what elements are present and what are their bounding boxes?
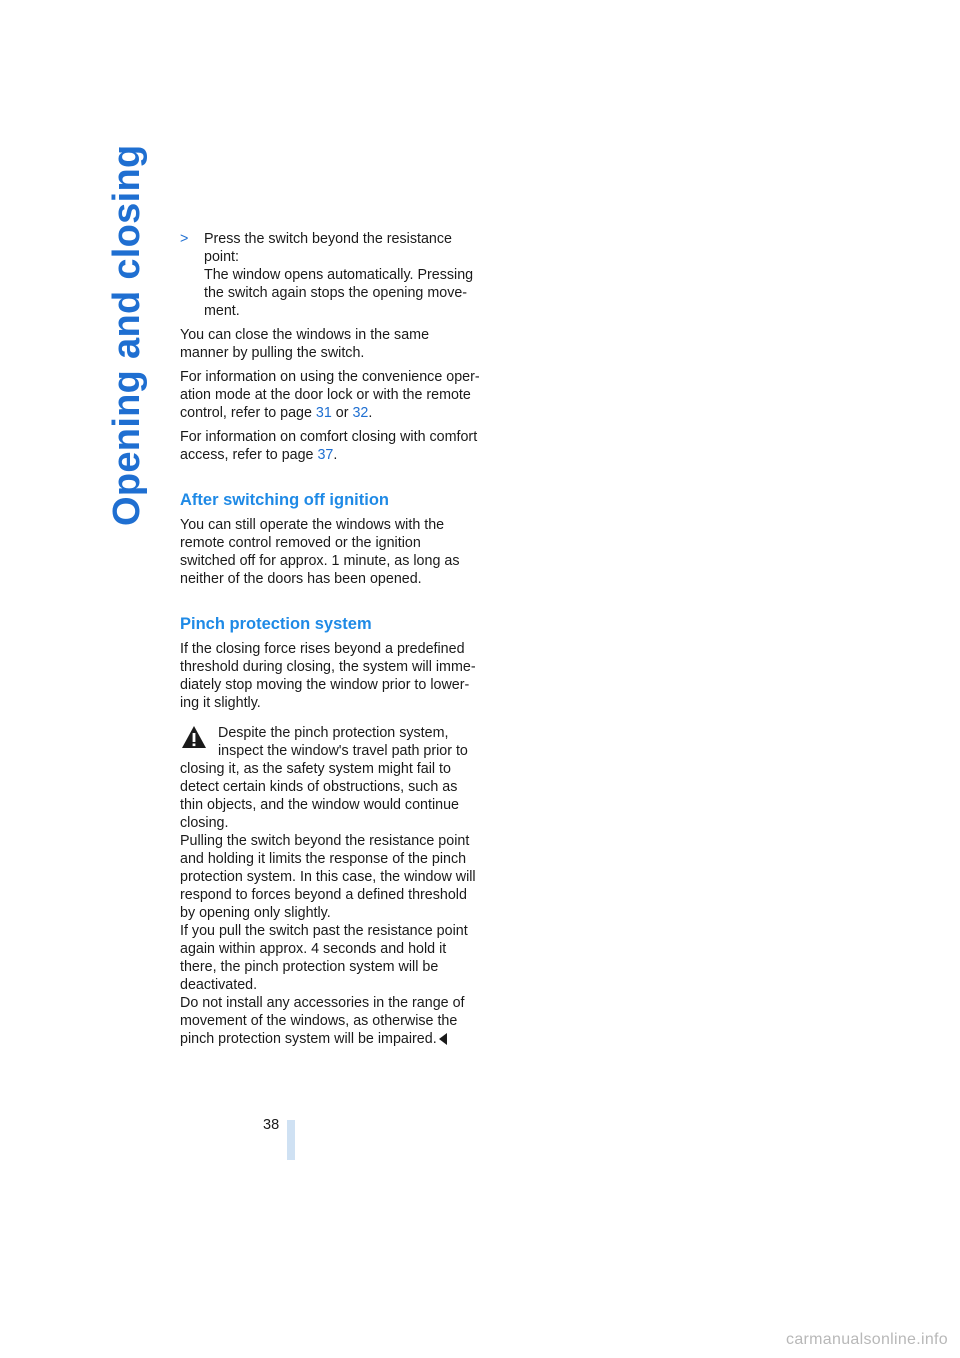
comfort-text: For information on comfort closing with comfort access, refer to page (180, 429, 478, 463)
warning-text-2: Pulling the switch beyond the resistance point and holding it limits the response of the pinch protection system. In this case, the window will respond to forces beyond a defined threshold by opening only slightly. (180, 833, 476, 921)
bullet-line: Press the switch beyond the resistance (204, 231, 452, 247)
bullet-marker: > (180, 231, 189, 247)
bullet-item (180, 230, 480, 320)
bullet-line: ment. (204, 303, 240, 319)
bullet-text (204, 230, 480, 320)
pinch-protection-heading: Pinch protection system (180, 615, 372, 633)
page-number-bar (287, 1120, 295, 1160)
close-windows-paragraph: You can close the windows in the same manner by pulling the switch. (180, 327, 430, 361)
bullet-line: point: (204, 249, 239, 265)
warning-text-4 (180, 994, 480, 1048)
convenience-end: . (368, 405, 373, 421)
bullet-line: The window opens automatically. Pressing (204, 267, 474, 283)
warning-triangle-icon (180, 724, 208, 750)
page-number: 38 (263, 1117, 280, 1133)
end-marker-icon (439, 1033, 447, 1045)
convenience-paragraph (180, 368, 480, 422)
bullet-line: the switch again stops the opening move- (204, 285, 468, 301)
page-link-31[interactable]: 31 (315, 405, 332, 421)
warning-block (180, 724, 480, 1048)
comfort-paragraph (180, 428, 480, 464)
page-link-37[interactable]: 37 (317, 447, 334, 463)
page-link-32[interactable]: 32 (352, 405, 369, 421)
watermark: carmanualsonline.info (786, 1331, 948, 1348)
section-title: Opening and closing (106, 144, 148, 526)
comfort-end: . (333, 447, 338, 463)
section-title-vertical (100, 144, 160, 530)
convenience-mid: or (331, 405, 353, 421)
page-content (180, 230, 480, 1048)
pinch-protection-text: If the closing force rises beyond a predefined threshold during closing, the system will imme-diately stop moving the window prior to lower-ing it slightly. (180, 641, 476, 711)
warning-text-1: Despite the pinch protection system, inspect the window's travel path prior to closing it, as the safety system might fail to detect certain kinds of obstructions, such as thin objects, and the window would continue closing. (180, 725, 468, 831)
warning-text-4-body: Do not install any accessories in the range of movement of the windows, as otherwise the pinch protection system will be impaired. (180, 995, 465, 1047)
warning-text-3: If you pull the switch past the resistance point again within approx. 4 seconds and hold it there, the pinch protection system will be deactivated. (180, 923, 468, 993)
after-ignition-heading: After switching off ignition (180, 491, 389, 509)
convenience-text: For information on using the convenience oper-ation mode at the door lock or with the remote control, refer to page (180, 369, 480, 421)
after-ignition-text: You can still operate the windows with the remote control removed or the ignition switched off for approx. 1 minute, as long as neither of the doors has been opened. (180, 517, 460, 587)
